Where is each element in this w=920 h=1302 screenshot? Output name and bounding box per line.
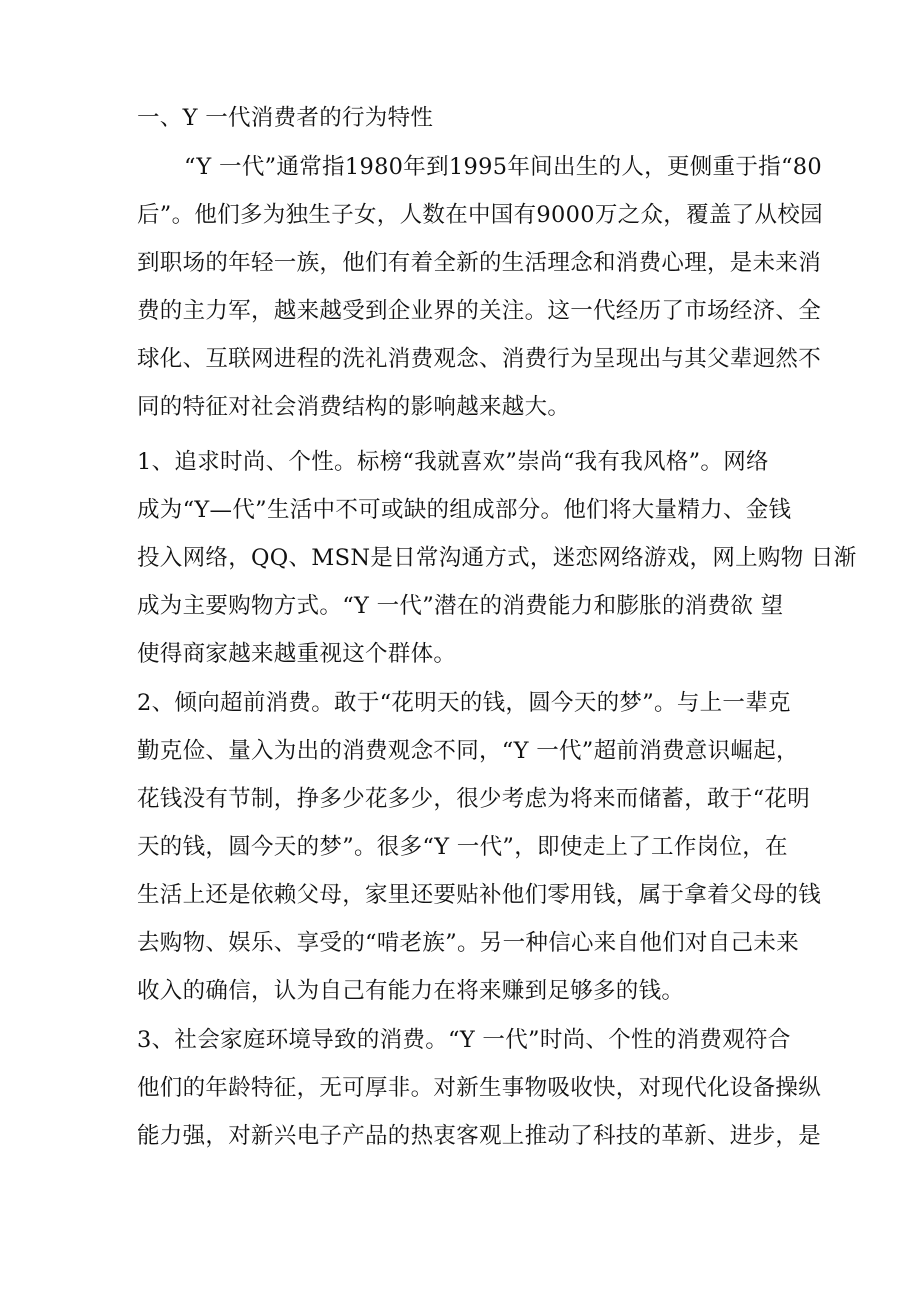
text-line: 后”。他们多为独生子女，人数在中国有9000万之众，覆盖了从校园 — [137, 202, 823, 228]
text-line: 投入网络，QQ、MSN是日常沟通方式，迷恋网络游戏，网上购物 日渐 — [137, 545, 857, 571]
section-heading: 一、Y 一代消费者的行为特性 — [137, 105, 434, 131]
text-line: 能力强，对新兴电子产品的热衷客观上推动了科技的革新、进步，是 — [137, 1123, 822, 1149]
text-line: 1、追求时尚、个性。标榜“我就喜欢”崇尚“我有我风格”。网络 — [137, 449, 769, 475]
text-line: 成为“Y—代”生活中不可或缺的组成部分。他们将大量精力、金钱 — [137, 497, 792, 523]
text-line: “Y 一代”通常指1980年到1995年间出生的人，更侧重于指“80 — [184, 154, 822, 180]
text-line: 2、倾向超前消费。敢于“花明天的钱，圆今天的梦”。与上一辈克 — [137, 690, 791, 716]
text-line: 同的特征对社会消费结构的影响越来越大。 — [137, 394, 571, 420]
text-line: 他们的年龄特征，无可厚非。对新生事物吸收快，对现代化设备操纵 — [137, 1075, 822, 1101]
text-line: 花钱没有节制，挣多少花多少，很少考虑为将来而储蓄，敢于“花明 — [137, 786, 811, 812]
text-line: 使得商家越来越重视这个群体。 — [137, 641, 457, 667]
text-line: 勤克俭、量入为出的消费观念不同，“Y 一代”超前消费意识崛起， — [137, 738, 799, 764]
text-line: 收入的确信，认为自己有能力在将来赚到足够多的钱。 — [137, 978, 685, 1004]
text-line: 到职场的年轻一族，他们有着全新的生活理念和消费心理，是未来消 — [137, 250, 822, 276]
text-line: 3、社会家庭环境导致的消费。“Y 一代”时尚、个性的消费观符合 — [137, 1027, 791, 1053]
text-line: 去购物、娱乐、享受的“啃老族”。另一种信心来自他们对自己未来 — [137, 930, 800, 956]
text-line: 成为主要购物方式。“Y 一代”潜在的消费能力和膨胀的消费欲 望 — [137, 593, 784, 619]
text-line: 球化、互联网进程的洗礼消费观念、消费行为呈现出与其父辈迥然不 — [137, 346, 822, 372]
text-line: 费的主力军，越来越受到企业界的关注。这一代经历了市场经济、全 — [137, 298, 822, 324]
text-line: 生活上还是依赖父母，家里还要贴补他们零用钱，属于拿着父母的钱 — [137, 882, 822, 908]
text-line: 天的钱，圆今天的梦”。很多“Y 一代”，即使走上了工作岗位，在 — [137, 834, 788, 860]
